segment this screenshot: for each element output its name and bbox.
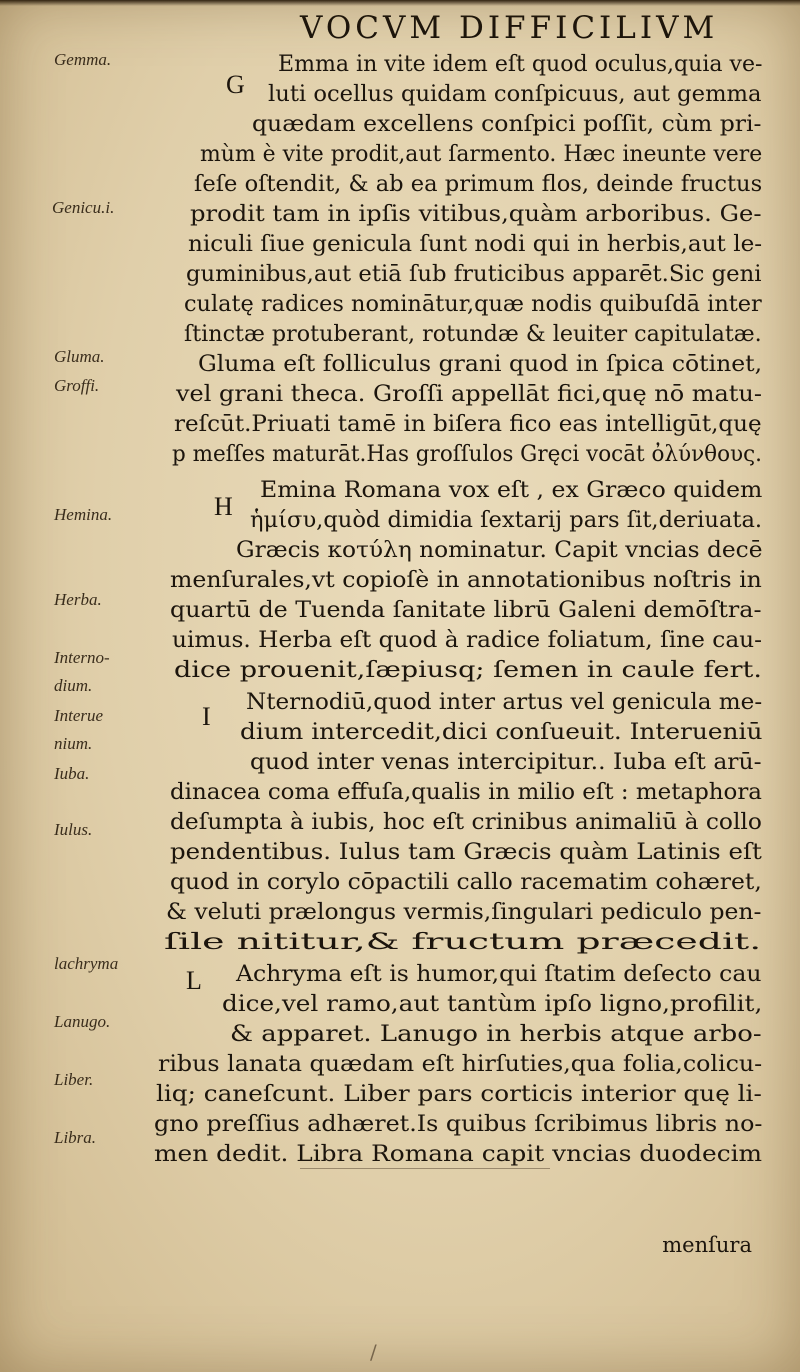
margin-note: Genicu.i. — [52, 198, 115, 217]
margin-note: Interno- — [54, 648, 110, 667]
margin-note: Iuba. — [54, 764, 90, 783]
text-line: dium intercedit,dici conſueuit. Interueniū — [240, 720, 763, 745]
text-line: uimus. Herba eſt quod à radice foliatum, ſine cau- — [172, 628, 763, 653]
catchword: menſura — [662, 1233, 752, 1257]
text-line: liq; caneſcunt. Liber pars corticis interior quę li- — [156, 1082, 762, 1107]
text-line: guminibus,aut etiā ſub fruticibus apparēt.Sic geni — [186, 262, 762, 287]
text-line: dinacea coma effuſa,qualis in milio eſt : metaphora — [170, 780, 762, 805]
margin-note: Iulus. — [54, 820, 93, 839]
drop-letter: G — [226, 70, 245, 99]
text-line: Græcis κοτύλη nominatur. Capit vncias decē — [236, 538, 763, 563]
text-line: Emma in vite idem eſt quod oculus,quia ve- — [278, 52, 763, 77]
text-line: Nternodiū,quod inter artus vel genicula me- — [246, 690, 763, 715]
text-line: ribus lanata quædam eſt hirſuties,qua folia,colicu- — [158, 1052, 763, 1077]
margin-note: Libra. — [54, 1128, 97, 1147]
margin-note: nium. — [54, 734, 93, 753]
text-line: luti ocellus quidam conſpicuus, aut gemma — [268, 82, 762, 107]
text-line: ἡμίσυ,quòd dimidia ſextarij pars ſit,deriuata. — [250, 508, 763, 533]
text-line: ſile nititur,& fructum præcedit. — [164, 930, 762, 955]
margin-notes — [0, 0, 160, 1372]
text-line: deſumpta à iubis, hoc eſt crinibus animaliū à collo — [170, 810, 762, 835]
text-line: ſtinctæ protuberant, rotundæ & leuiter capitulatæ. — [184, 322, 762, 347]
drop-letter: I — [202, 702, 211, 731]
text-line: Gluma eſt folliculus grani quod in ſpica cōtinet, — [198, 352, 763, 377]
margin-note: lachryma — [54, 954, 119, 973]
text-line: quod inter venas intercipitur.. Iuba eſt arū- — [250, 750, 762, 775]
margin-note: Lanugo. — [54, 1012, 111, 1031]
text-line: men dedit. Libra Romana capit vncias duodecim — [154, 1142, 763, 1167]
text-line: dice prouenit,ſæpiusq; ſemen in caule fert. — [174, 658, 762, 683]
underline-mark — [300, 1168, 550, 1169]
text-line: niculi ſiue genicula ſunt nodi qui in herbis,aut le- — [188, 232, 763, 257]
margin-note: Gemma. — [54, 50, 112, 69]
text-line: p meſſes maturāt.Has groſſulos Gręci vocāt ὀλύνθους. — [172, 442, 762, 467]
text-line: & apparet. Lanugo in herbis atque arbo- — [230, 1022, 762, 1047]
text-line: reſcūt.Priuati tamē in biſera fico eas intelligūt,quę — [174, 412, 762, 437]
text-line: prodit tam in ipſis vitibus,quàm arboribus. Ge- — [190, 202, 762, 227]
text-line: dice,vel ramo,aut tantùm ipſo ligno,profilit, — [222, 992, 763, 1017]
text-line: vel grani theca. Groſſi appellāt fici,quę nō matu- — [176, 382, 762, 407]
text-line: quædam excellens conſpici poſſit, cùm pri- — [252, 112, 762, 137]
text-line: & veluti prælongus vermis,ſingulari pediculo pen- — [166, 900, 762, 925]
drop-letter: L — [186, 966, 202, 995]
margin-note: Gluma. — [54, 347, 105, 366]
margin-note: Groffi. — [54, 376, 100, 395]
margin-note: Liber. — [54, 1070, 94, 1089]
text-line: pendentibus. Iulus tam Græcis quàm Latinis eſt — [170, 840, 762, 865]
text-line: gno preſſius adhæret.Is quibus ſcribimus libris no- — [154, 1112, 763, 1137]
text-line: ſeſe oſtendit, & ab ea primum flos, deinde fructus — [194, 172, 763, 197]
margin-note: Interue — [54, 706, 104, 725]
margin-note: Herba. — [54, 590, 102, 609]
text-line: quod in corylo cōpactili callo racematim cohæret, — [170, 870, 762, 895]
text-line: culatę radices nominātur,quæ nodis quibuſdā inter — [184, 292, 762, 317]
margin-note: dium. — [54, 676, 93, 695]
running-head: VOCVM DIFFICILIVM — [300, 10, 719, 46]
text-line: Achryma eſt is humor,qui ſtatim deſecto cau — [236, 962, 762, 987]
stray-mark: / — [370, 1340, 377, 1364]
text-line: Emina Romana vox eſt , ex Græco quidem — [260, 478, 763, 503]
text-line: mùm è vite prodit,aut ſarmento. Hæc ineunte vere — [200, 142, 763, 167]
text-line: quartū de Tuenda ſanitate librū Galeni demōſtra- — [170, 598, 762, 623]
margin-note: Hemina. — [54, 505, 113, 524]
text-line: menſurales,vt copioſè in annotationibus noſtris in — [170, 568, 762, 593]
drop-letter: H — [214, 492, 233, 521]
